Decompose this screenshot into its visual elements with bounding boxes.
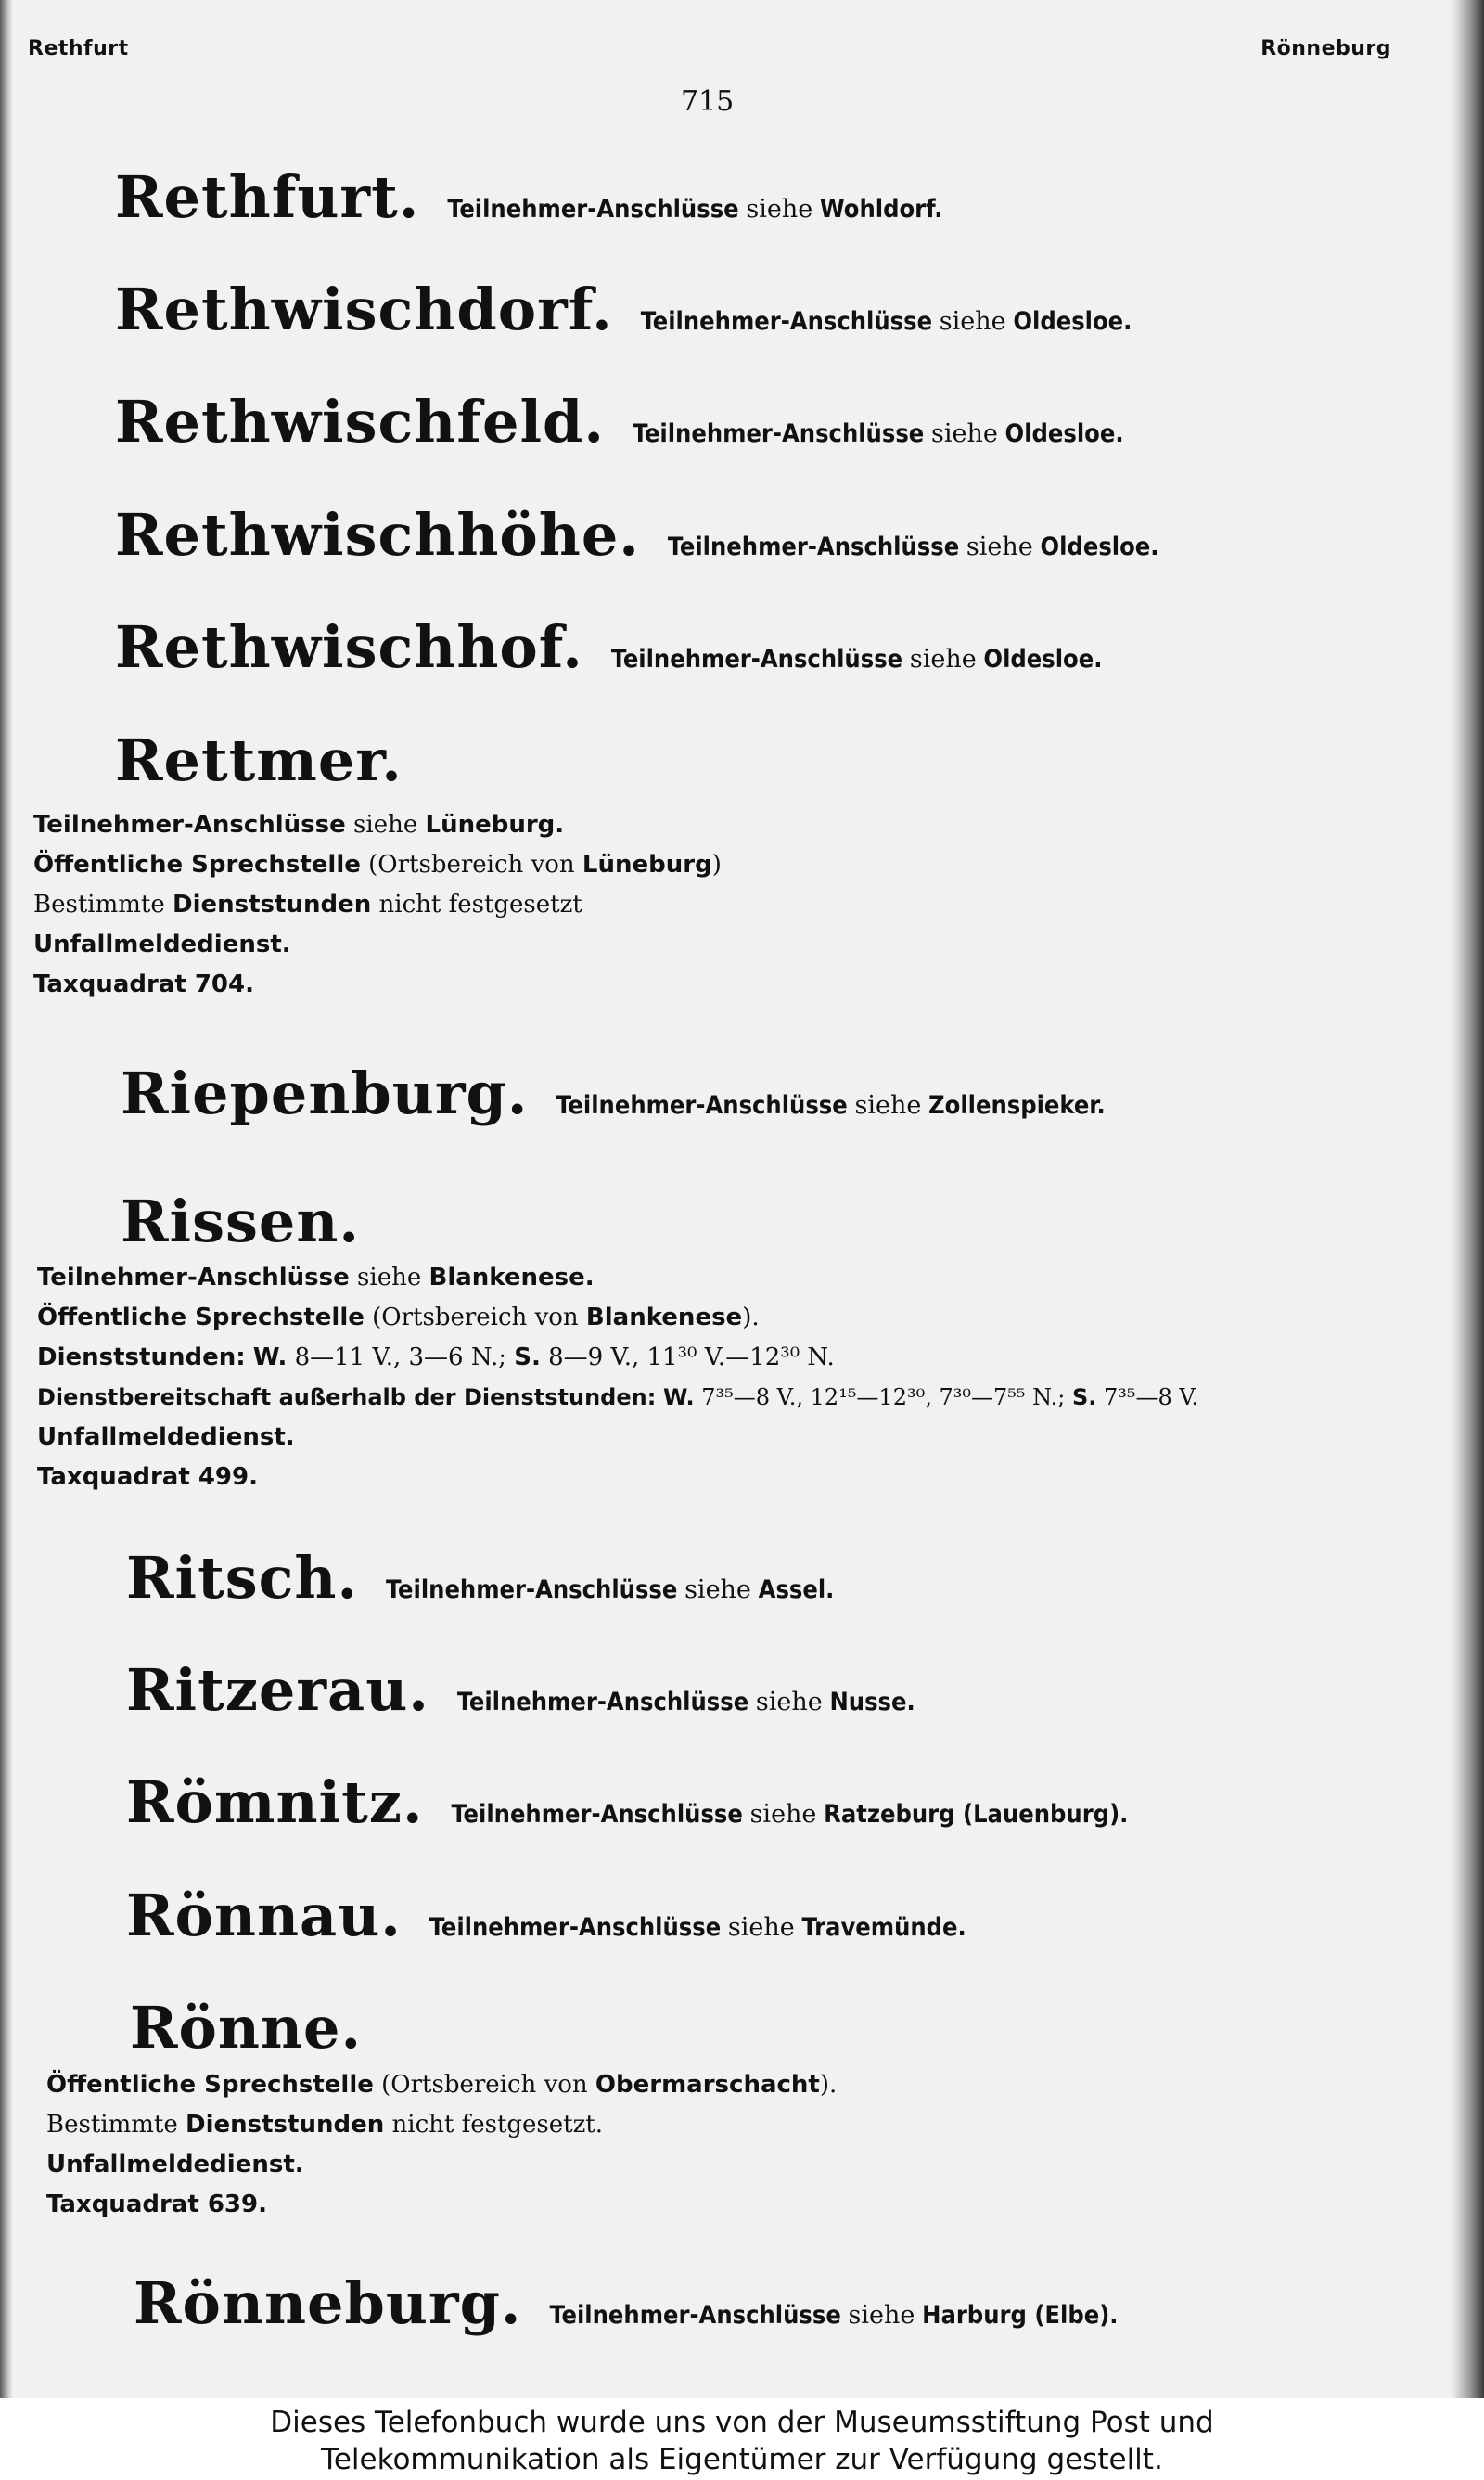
detail-line: Öffentliche Sprechstelle (Ortsbereich von Obermarschacht). bbox=[46, 2071, 838, 2099]
running-head-left: Rethfurt bbox=[28, 37, 129, 60]
detail-line: Unfallmeldedienst. bbox=[33, 931, 291, 958]
page-edge-left bbox=[0, 0, 13, 2398]
detail-line: Öffentliche Sprechstelle (Ortsbereich von Blankenese). bbox=[37, 1304, 760, 1331]
details-rettmer bbox=[33, 805, 722, 1005]
detail-line: Teilnehmer-Anschlüsse siehe Lüneburg. bbox=[33, 811, 565, 839]
entry-rethwischdorf bbox=[115, 276, 1132, 343]
place-name: Rönne. bbox=[130, 1994, 363, 2062]
entry-ritsch bbox=[126, 1544, 834, 1612]
place-name: Rissen. bbox=[121, 1188, 360, 1255]
entry-rethfurt bbox=[115, 163, 942, 231]
detail-line: Unfallmeldedienst. bbox=[37, 1423, 295, 1451]
place-name: Ritzerau. bbox=[126, 1656, 429, 1724]
place-name: Rethwischfeld. bbox=[115, 388, 605, 456]
reference: Teilnehmer-Anschlüsse siehe Wohldorf. bbox=[447, 195, 943, 224]
reference: Teilnehmer-Anschlüsse siehe Oldesloe. bbox=[632, 419, 1124, 448]
entry-rethwischhof bbox=[115, 613, 1102, 681]
place-name: Rethfurt. bbox=[115, 163, 420, 231]
entry-rethwischhoehe bbox=[115, 501, 1159, 569]
place-name: Rethwischhof. bbox=[115, 613, 583, 681]
footer-line-2: Telekommunikation als Eigentümer zur Verfügung gestellt. bbox=[321, 2443, 1163, 2476]
entry-roennau bbox=[126, 1882, 966, 1949]
page-edge-right bbox=[1449, 0, 1484, 2398]
entry-rissen bbox=[121, 1188, 360, 1255]
place-name: Ritsch. bbox=[126, 1544, 359, 1612]
detail-line: Teilnehmer-Anschlüsse siehe Blankenese. bbox=[37, 1264, 595, 1291]
footer-notice bbox=[0, 2398, 1484, 2480]
detail-line: Bestimmte Dienststunden nicht festgesetzt. bbox=[46, 2111, 604, 2139]
place-name: Rethwischhöhe. bbox=[115, 501, 640, 569]
place-name: Rettmer. bbox=[115, 726, 403, 794]
place-name: Riepenburg. bbox=[121, 1060, 529, 1127]
reference: Teilnehmer-Anschlüsse siehe Zollenspieker. bbox=[556, 1091, 1106, 1120]
page-number: 715 bbox=[681, 85, 735, 118]
detail-line: Unfallmeldedienst. bbox=[46, 2151, 304, 2178]
detail-line: Taxquadrat 639. bbox=[46, 2191, 267, 2218]
detail-line: Dienstbereitschaft außerhalb der Dienststunden: W. 7³⁵—8 V., 12¹⁵—12³⁰, 7³⁰—7⁵⁵ N.; S. 7³⁵—8 V. bbox=[37, 1384, 1199, 1410]
entry-rettmer bbox=[115, 726, 403, 794]
reference: Teilnehmer-Anschlüsse siehe Oldesloe. bbox=[640, 307, 1132, 336]
reference: Teilnehmer-Anschlüsse siehe Ratzeburg (Lauenburg). bbox=[451, 1800, 1129, 1829]
detail-line: Taxquadrat 704. bbox=[33, 970, 254, 998]
details-roenne bbox=[46, 2065, 837, 2225]
reference: Teilnehmer-Anschlüsse siehe Oldesloe. bbox=[667, 533, 1159, 561]
detail-line: Dienststunden: W. 8—11 V., 3—6 N.; S. 8—9 V., 11³⁰ V.—12³⁰ N. bbox=[37, 1343, 835, 1371]
reference: Teilnehmer-Anschlüsse siehe Oldesloe. bbox=[610, 645, 1103, 674]
entry-rethwischfeld bbox=[115, 388, 1124, 456]
reference: Teilnehmer-Anschlüsse siehe Harburg (Elbe). bbox=[549, 2301, 1119, 2330]
reference: Teilnehmer-Anschlüsse siehe Assel. bbox=[386, 1575, 835, 1604]
reference: Teilnehmer-Anschlüsse siehe Nusse. bbox=[456, 1688, 915, 1716]
entry-roenne bbox=[130, 1994, 362, 2062]
detail-line: Taxquadrat 499. bbox=[37, 1463, 258, 1491]
details-rissen bbox=[37, 1258, 1198, 1497]
place-name: Rönnau. bbox=[126, 1882, 402, 1949]
entry-roemnitz bbox=[126, 1768, 1128, 1836]
detail-line: Öffentliche Sprechstelle (Ortsbereich von Lüneburg) bbox=[33, 851, 722, 879]
place-name: Römnitz. bbox=[126, 1768, 424, 1836]
entry-riepenburg bbox=[121, 1060, 1106, 1127]
reference: Teilnehmer-Anschlüsse siehe Travemünde. bbox=[429, 1913, 966, 1942]
entry-ritzerau bbox=[126, 1656, 915, 1724]
place-name: Rönneburg. bbox=[134, 2269, 522, 2337]
detail-line: Bestimmte Dienststunden nicht festgesetzt bbox=[33, 891, 582, 919]
place-name: Rethwischdorf. bbox=[115, 276, 613, 343]
footer-line-1: Dieses Telefonbuch wurde uns von der Museumsstiftung Post und bbox=[270, 2406, 1214, 2439]
entry-roenneburg bbox=[134, 2269, 1119, 2337]
running-head-right: Rönneburg bbox=[1260, 37, 1391, 60]
